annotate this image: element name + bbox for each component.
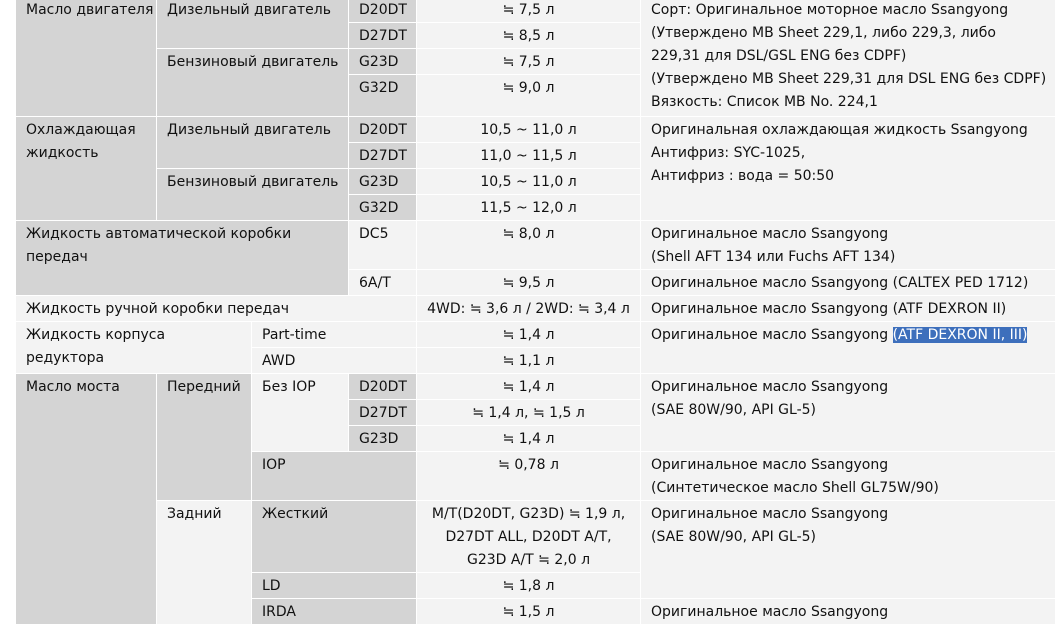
transfer-label: Жидкость корпуса редуктора [16,322,252,374]
atf-spec [641,221,1056,270]
spec-line: (SAE 80W/90, API GL-5) [651,529,817,545]
transfer-type: Part-time [252,322,417,348]
coolant-petrol: Бензиновый двигатель [157,169,349,221]
gearbox-code: 6A/T [349,270,417,296]
engine-code: D20DT [349,117,417,143]
iop-spec [641,452,1056,501]
capacity: ≒ 1,4 л [417,374,641,400]
spec-line: (Утверждено MB Sheet 229,1, либо 229,3, либо [651,25,996,41]
mtf-spec: Оригинальное масло Ssangyong (ATF DEXRON II) [641,296,1056,322]
engine-code: G23D [349,169,417,195]
capacity: ≒ 1,8 л [417,573,641,599]
capacity: 4WD: ≒ 3,6 л / 2WD: ≒ 3,4 л [417,296,641,322]
spec-line: Вязкость: Список MB No. 224,1 [651,94,878,110]
spec-line: 229,31 для DSL/GSL ENG без CDPF) [651,48,907,64]
coolant-label: Охлаждающая жидкость [16,117,157,221]
engine-code: G32D [349,75,417,117]
spec-line: (Синтетическое масло Shell GL75W/90) [651,480,939,496]
spec-line: Оригинальная охлаждающая жидкость Ssangyong [651,122,1028,138]
irda-spec: Оригинальное масло Ssangyong [641,599,1056,625]
axle-label: Масло моста [16,374,157,625]
transfer-type: AWD [252,348,417,374]
capacity: ≒ 7,5 л [417,49,641,75]
spec-line: (Утверждено MB Sheet 229,31 для DSL ENG без CDPF) [651,71,1047,87]
fluids-spec-table [15,0,1056,625]
axle-iop: IOP [252,452,417,501]
spec-line: Оригинальное масло Ssangyong [651,226,889,242]
coolant-diesel: Дизельный двигатель [157,117,349,169]
engine-code: D27DT [349,400,417,426]
axle-front: Передний [157,374,252,501]
spec-line: (SAE 80W/90, API GL-5) [651,402,817,418]
engine-oil-spec [641,0,1056,117]
axle-ld: LD [252,573,417,599]
rear-axle-spec [641,501,1056,599]
spec-line: Оригинальное масло Ssangyong [651,506,889,522]
spec-line: Оригинальное масло Ssangyong [651,457,889,473]
transfer-spec[interactable] [641,322,1056,374]
engine-code: G23D [349,49,417,75]
front-axle-spec [641,374,1056,452]
capacity-line: D27DT ALL, D20DT A/T, [445,529,612,545]
engine-code: D20DT [349,374,417,400]
axle-rear: Задний [157,501,252,625]
spec-line: Оригинальное масло Ssangyong [651,379,889,395]
capacity: 10,5 ~ 11,0 л [417,169,641,195]
axle-no-iop: Без IOP [252,374,349,452]
capacity: ≒ 1,4 л [417,426,641,452]
coolant-spec [641,117,1056,221]
capacity: 11,5 ~ 12,0 л [417,195,641,221]
capacity: 11,0 ~ 11,5 л [417,143,641,169]
spec-line: Сорт: Оригинальное моторное масло Ssangyong [651,2,1009,18]
axle-rigid: Жесткий [252,501,417,573]
selected-text[interactable]: (ATF DEXRON II, III) [892,327,1028,343]
axle-irda: IRDA [252,599,417,625]
capacity: ≒ 0,78 л [417,452,641,501]
mtf-label: Жидкость ручной коробки передач [16,296,417,322]
spec-line: (Shell AFT 134 или Fuchs AFT 134) [651,249,896,265]
capacity: ≒ 1,5 л [417,599,641,625]
capacity-line: M/T(D20DT, G23D) ≒ 1,9 л, [431,506,626,522]
gearbox-code: DC5 [349,221,417,270]
engine-code: G23D [349,426,417,452]
capacity: ≒ 1,4 л [417,322,641,348]
engine-oil-petrol: Бензиновый двигатель [157,49,349,117]
spec-line: Антифриз : вода = 50:50 [651,168,835,184]
capacity: 10,5 ~ 11,0 л [417,117,641,143]
capacity: ≒ 7,5 л [417,0,641,23]
spec-text: Оригинальное масло Ssangyong [651,327,889,343]
capacity [417,501,641,573]
engine-code: D27DT [349,143,417,169]
capacity: ≒ 8,5 л [417,23,641,49]
engine-oil-diesel: Дизельный двигатель [157,0,349,49]
atf-label: Жидкость автоматической коробки передач [16,221,349,296]
capacity: ≒ 9,5 л [417,270,641,296]
capacity: ≒ 9,0 л [417,75,641,117]
engine-code: G32D [349,195,417,221]
engine-oil-label: Масло двигателя [16,0,157,117]
atf-spec: Оригинальное масло Ssangyong (CALTEX PED 1712) [641,270,1056,296]
capacity: ≒ 1,4 л, ≒ 1,5 л [417,400,641,426]
capacity: ≒ 1,1 л [417,348,641,374]
engine-code: D27DT [349,23,417,49]
capacity: ≒ 8,0 л [417,221,641,270]
engine-code: D20DT [349,0,417,23]
spec-line: Антифриз: SYC-1025, [651,145,806,161]
capacity-line: G23D A/T ≒ 2,0 л [466,552,591,568]
